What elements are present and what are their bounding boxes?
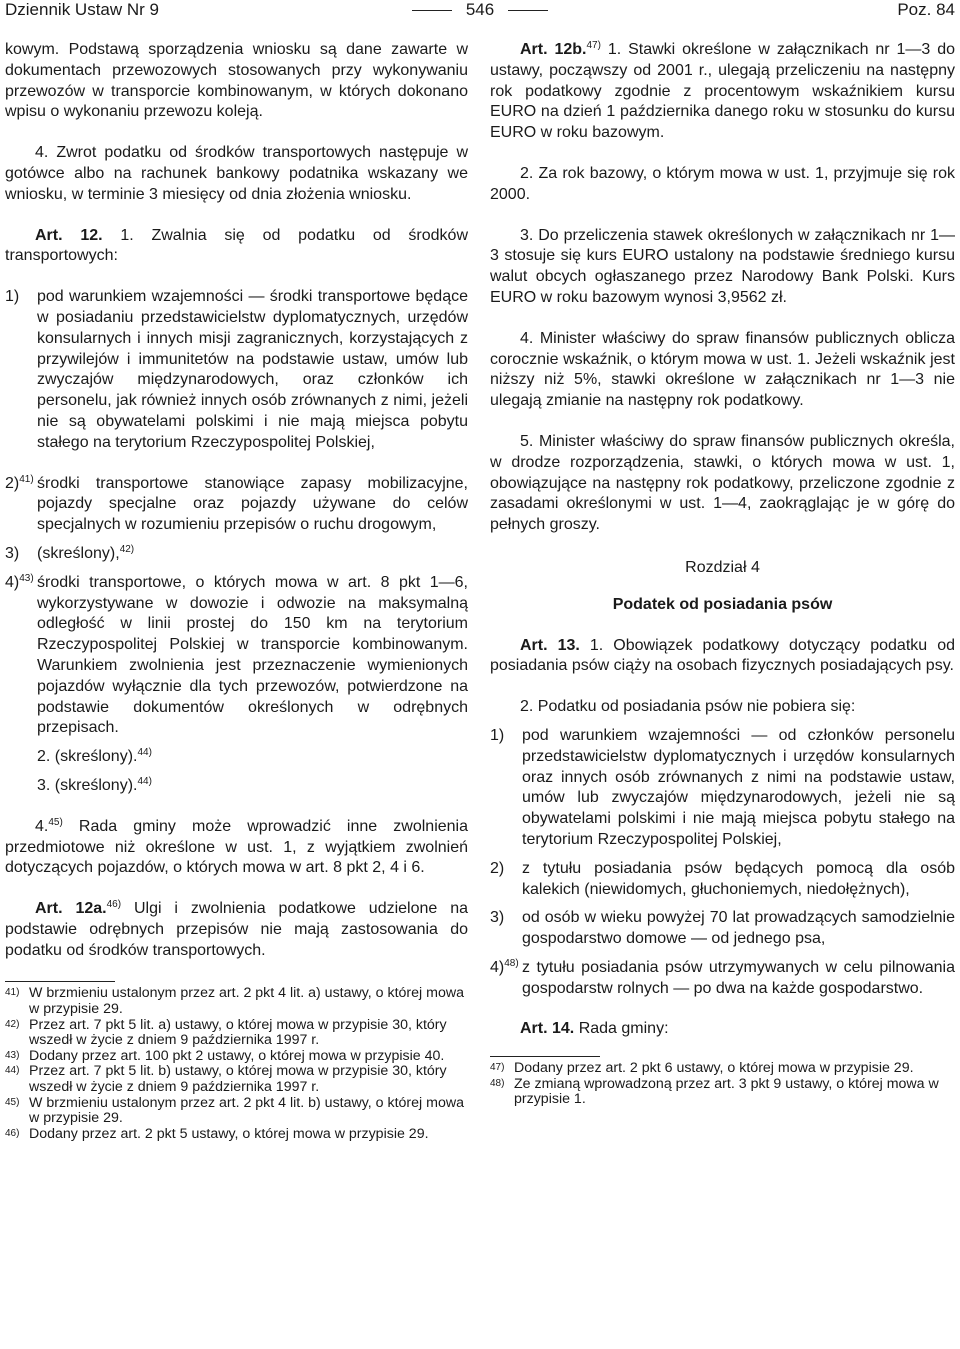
article-14 [490,1019,955,1040]
item-text: z tytułu posiadania psów będących pomocą dla osób kalekich (niewidomych, głuchoniemych, niedołężnych), [522,859,955,898]
footnote [490,1077,955,1108]
article-13 [490,636,955,678]
article-12b [490,40,955,144]
article-12-text: 1. Zwalnia się od podatku od środków transportowych: [5,226,469,265]
item-text: środki transportowe stanowiące zapasy mobilizacyjne, pojazdy specjalne oraz pojazdy używane do celów specjalnych w rozumieniu przepisów o ruchu drogowym, [37,474,468,534]
item-text: z tytułu posiadania psów utrzymywanych w celu pilnowania gospodarstw rolnych — po dwa na każde gospodarstwo. [522,958,955,997]
footnote [5,1096,468,1127]
footnote [5,1064,468,1095]
list-item [5,573,468,739]
article-12b-text: 1. Stawki określone w załącznikach nr 1—3 do ustawy, począwszy od 2001 r., ulegają przeliczeniu na następny rok podatkowy zgodnie z procentowym wskaźnikiem kursu EURO na dzień 1 października danego roku w stosunku do kursu EURO w roku bazowym. [490,41,956,142]
item-text: środki transportowe, o których mowa w art. 8 pkt 1—6, wykorzystywane w dowozie i odwozie na maksymalną odległość w linii prostej do 150 km na terytorium Rzeczypospolitej Polskiej w transporcie kombinowanym. Warunkiem zwolnienia jest przeznaczenie wymienionych pojazdów wyłącznie dla tych przewozów, potwierdzone na podstawie dokumentów określonych w odrębnych przepisach. [37,573,468,737]
journal-title: Dziennik Ustaw Nr 9 [5,0,159,19]
footnote [490,1061,955,1077]
footnote-text: Dodany przez art. 2 pkt 6 ustawy, o której mowa w przypisie 29. [514,1060,914,1077]
footnote-text: W brzmieniu ustalonym przez art. 2 pkt 4 lit. b) ustawy, o której mowa w przypisie 29. [29,1094,464,1127]
dash-right [508,10,548,11]
footnote [5,986,468,1017]
footnote-number: 47) [490,1062,505,1074]
section-2-text: 2. (skreślony). [37,748,138,766]
footnote [5,1018,468,1049]
footnote-ref: 44) [137,775,152,787]
footnote-number: 44) [5,1065,20,1077]
footnote-ref: 46) [106,899,122,911]
article-14-text: Rada gminy: [574,1020,669,1038]
article-12b-label: Art. 12b. [520,41,587,58]
dash-left [412,10,452,11]
article-14-label: Art. 14. [520,1020,575,1038]
right-column [490,40,955,1108]
item-number: 2) [490,859,505,877]
footnote [5,1049,468,1065]
list-item [490,958,955,1000]
article-12-intro [5,226,468,268]
article-13-label: Art. 13. [520,636,580,654]
section-4-number: 4. [35,817,49,835]
list-item [5,544,468,565]
item-number [5,573,34,594]
footnote-ref: 43) [19,572,34,584]
footnote-text: Przez art. 7 pkt 5 lit. b) ustawy, o której mowa w przypisie 30, który wszedł w życie z dniem 9 października 1997 r. [29,1063,447,1096]
item-number-text: 2) [5,474,20,492]
footnote-number: 46) [5,1127,20,1139]
left-column [5,40,468,1142]
item-text: pod warunkiem wzajemności — środki transportowe będące w posiadaniu przedstawicielstw dyplomatycznych, urzędów konsularnych i innych misji zagranicznych, korzystających z przywilejów i immunitetów na podstawie ustaw, umów lub zwyczajów międzynarodowych, oraz członków ich personelu, jak również innych osób zrównanych z nimi, jeżeli nie są obywatelami polskimi i nie mają miejsca pobytu stałego na terytorium Rzeczypospolitej Polskiej, [37,288,468,451]
footnote-ref: 41) [19,473,34,485]
page-number: 546 [465,0,495,19]
section-4 [5,817,468,879]
paragraph-3: 3. Do przeliczenia stawek określonych w załącznikach nr 1—3 stosuje się kurs EURO ustalony na podstawie średniego kursu walut obcych ogłaszanego przez Narodowy Bank Polski. Kurs EURO w roku bazowym wynosi 3,9562 zł. [490,226,955,306]
paragraph-refund: 4. Zwrot podatku od środków transportowych następuje w gotówce albo na rachunek bankowy podatnika wskazany we wniosku, w terminie 3 miesięcy od dnia złożenia wniosku. [5,144,468,203]
item-number-text: 4) [5,573,20,591]
footnote-number: 41) [5,987,20,999]
section-4-text: Rada gminy może wprowadzić inne zwolnienia przedmiotowe niż określone w ust. 1, z wyjątkiem zwolnień dotyczących pojazdów, o których mowa w art. 8 pkt 2, 4 i 6. [5,817,468,877]
footnote [5,1127,468,1143]
list-item [5,287,468,453]
page-number-block [0,0,960,20]
article-12a [5,899,468,961]
footnote-number: 45) [5,1096,20,1108]
footnote-divider [5,981,115,982]
footnote-text: W brzmieniu ustalonym przez art. 2 pkt 4 lit. a) ustawy, o której mowa w przypisie 29. [29,985,464,1018]
article-13-paragraph-2: 2. Podatku od posiadania psów nie pobiera się: [520,698,856,716]
footnote-text: Dodany przez art. 2 pkt 5 ustawy, o której mowa w przypisie 29. [29,1125,429,1142]
paragraph-5: 5. Minister właściwy do spraw finansów publicznych określa, w drodze rozporządzenia, stawki, o których mowa w ust. 1, obowiązujące na następny rok podatkowy, przeliczone zgodnie z zasadami określonymi w ust. 1—4, zaokrąglając je w górę do pełnych groszy. [490,432,955,534]
article-12a-text: Ulgi i zwolnienia podatkowe udzielone na podstawie odrębnych przepisów nie mają zastosowania do podatku od środków transportowych. [5,900,469,959]
footnote-number: 48) [490,1077,505,1089]
footnote-ref: 44) [137,747,152,759]
page-header [0,0,960,22]
footnote-ref: 42) [119,543,135,555]
item-number: 1) [5,288,20,306]
paragraph-2: 2. Za rok bazowy, o którym mowa w ust. 1, przyjmuje się rok 2000. [490,164,955,203]
chapter-title [490,595,955,616]
chapter-heading: Rozdział 4 [685,558,760,576]
item-text: od osób w wieku powyżej 70 lat prowadzących samodzielnie gospodarstwo domowe — od jednego psa, [522,909,955,948]
footnote-divider [490,1056,600,1057]
footnotes [5,986,468,1142]
item-number [5,474,34,495]
footnote-text: Dodany przez art. 100 pkt 2 ustawy, o której mowa w przypisie 40. [29,1047,445,1064]
item-number [490,958,519,979]
footnote-ref: 47) [586,40,601,51]
footnote-text: Przez art. 7 pkt 5 lit. a) ustawy, o której mowa w przypisie 30, który wszedł w życie z dniem 9 października 1997 r. [29,1016,447,1049]
paragraph-continuation: kowym. Podstawą sporządzenia wniosku są dane zawarte w dokumentach przewozowych stosowanych przy wykonywaniu przewozów w transporcie kombinowanym, w których dokonano wpisu o wykonaniu przewozu koleją. [5,41,468,121]
item-number: 1) [490,726,505,744]
section-2 [5,747,468,768]
paragraph-4: 4. Minister właściwy do spraw finansów publicznych oblicza corocznie wskaźnik, o którym mowa w ust. 1. Jeżeli wskaźnik jest niższy niż 5%, stawki określone w załącznikach nr 1—3 nie ulegają zmianie na następny rok podatkowy. [490,329,955,410]
list-item [490,726,955,851]
footnotes [490,1061,955,1108]
article-12a-label: Art. 12a. [35,900,107,918]
section-3-text: 3. (skreślony). [37,776,138,794]
item-number-text: 4) [490,958,505,976]
item-number: 3) [490,909,505,927]
chapter-title-text: Podatek od posiadania psów [612,595,833,613]
article-13-text: 1. Obowiązek podatkowy dotyczący podatku od posiadania psów ciąży na osobach fizycznych posiadających psy. [490,636,956,675]
item-number: 3) [5,544,20,562]
position-number: Poz. 84 [897,0,955,19]
article-12-label: Art. 12. [35,226,103,244]
list-item [490,859,955,901]
item-text: (skreślony), [37,544,120,562]
section-3 [5,776,468,797]
list-item [5,474,468,536]
footnote-ref: 48) [504,957,519,969]
list-item [490,908,955,950]
footnote-text: Ze zmianą wprowadzoną przez art. 3 pkt 9 ustawy, o której mowa w przypisie 1. [514,1075,939,1108]
footnote-number: 43) [5,1049,20,1061]
item-text: pod warunkiem wzajemności — od członków personelu przedstawicielstw dyplomatycznych i urzędów konsularnych oraz innych osób zrównanych z nimi na podstawie ustaw, umów lub zwyczajów międzynarodowych, jeżeli nie są obywatelami polskimi i nie mają miejsca pobytu stałego na terytorium Rzeczypospolitej Polskiej, [522,726,955,848]
footnote-number: 42) [5,1018,20,1030]
footnote-ref: 45) [48,816,63,828]
